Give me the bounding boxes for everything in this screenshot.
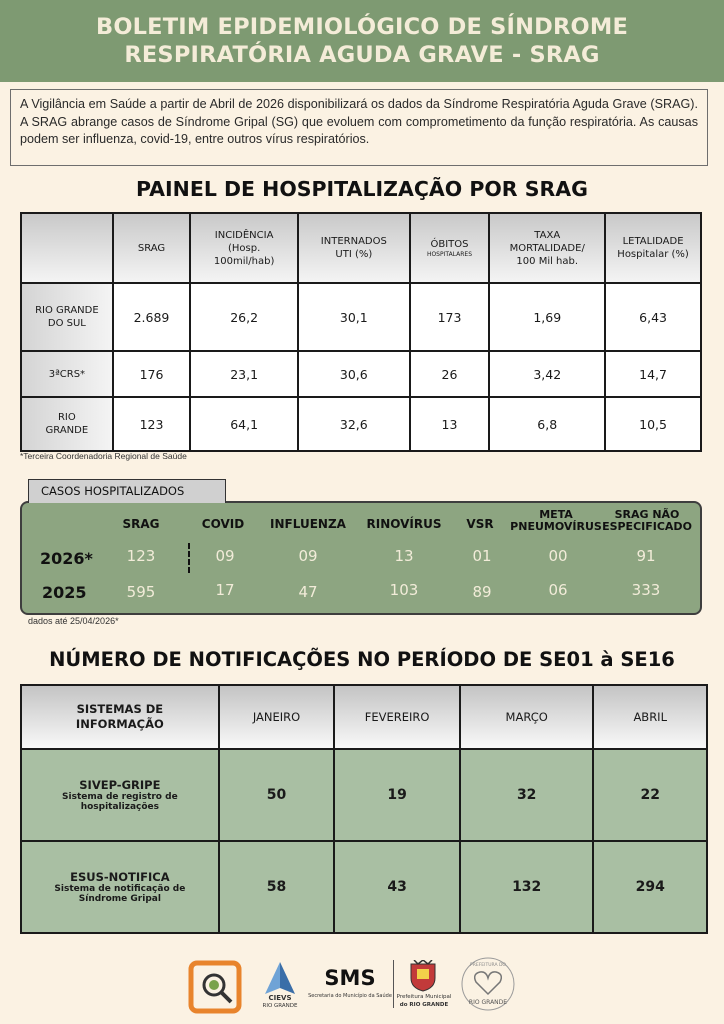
- year-label-2026: 2026*: [40, 549, 93, 568]
- notifications-title: NÚMERO DE NOTIFICAÇÕES NO PERÍODO DE SE01 à SE16: [49, 648, 675, 671]
- svg-text:RIO GRANDE: RIO GRANDE: [468, 999, 508, 1006]
- prefeitura-crest-icon: [408, 960, 438, 992]
- system-name: SIVEP-GRIPE: [79, 778, 161, 792]
- cases-footnote: dados até 25/04/2026*: [28, 616, 119, 626]
- table-row: [21, 283, 701, 351]
- cases-value: 13: [394, 547, 414, 565]
- prefeitura-label: Prefeitura Municipal: [396, 994, 452, 1000]
- cievs-label: CIEVS: [268, 994, 292, 1002]
- year-label-2025: 2025: [42, 583, 87, 602]
- cases-header-vsr: VSR: [466, 517, 494, 531]
- table-cell: 14,7: [605, 351, 701, 397]
- cases-tab-label: CASOS HOSPITALIZADOS: [28, 479, 226, 503]
- cases-header-srag-nao-especificado: SRAG NÃO ESPECIFICADO: [602, 508, 692, 533]
- cases-header-covid: COVID: [201, 517, 245, 531]
- cases-value: 01: [472, 547, 492, 565]
- cases-header-srag: SRAG: [122, 517, 160, 531]
- table-row: [21, 351, 701, 397]
- cases-value: 00: [548, 547, 568, 565]
- table-cell: 10,5: [605, 397, 701, 451]
- page-title: [0, 0, 724, 69]
- title-line-1: BOLETIM EPIDEMIOLÓGICO DE SÍNDROME: [95, 14, 629, 40]
- table-cell: 30,6: [298, 351, 410, 397]
- system-cell: [21, 749, 219, 841]
- table-cell: 32: [460, 749, 593, 841]
- table-cell: 58: [219, 841, 335, 933]
- cases-header-metapneumovirus: META PNEUMOVÍRUS: [510, 508, 602, 533]
- sms-sublabel: Secretaria do Município da Saúde: [308, 993, 392, 999]
- col-header-srag: SRAG: [113, 213, 190, 283]
- footer-logos: [0, 952, 724, 1020]
- row-label: RIO GRANDE: [21, 397, 113, 451]
- cases-value: 09: [298, 547, 318, 565]
- row-label: 3ªCRS*: [21, 351, 113, 397]
- cievs-logo-icon: [260, 960, 300, 998]
- vigilancia-logo-icon: [188, 960, 242, 1014]
- table-cell: 19: [334, 749, 460, 841]
- table-cell: 6,43: [605, 283, 701, 351]
- cases-value: 89: [472, 583, 492, 601]
- table-cell: 176: [113, 351, 190, 397]
- table-cell: 294: [593, 841, 707, 933]
- table-cell: 2.689: [113, 283, 190, 351]
- svg-text:PREFEITURA DO: PREFEITURA DO: [470, 963, 506, 968]
- hospitalization-panel-table: [20, 212, 702, 452]
- col-header-janeiro: JANEIRO: [219, 685, 335, 749]
- table-cell: 173: [410, 283, 490, 351]
- notifications-table: [20, 684, 708, 934]
- table-cell: 43: [334, 841, 460, 933]
- col-header-obitos: ÓBITOS HOSPITALARES: [410, 213, 490, 283]
- row-label: RIO GRANDE DO SUL: [21, 283, 113, 351]
- table-cell: 6,8: [489, 397, 605, 451]
- cievs-sublabel: RIO GRANDE: [262, 1003, 298, 1009]
- logo-divider: [393, 960, 394, 1008]
- cases-value: 333: [631, 581, 661, 599]
- table-cell: 64,1: [190, 397, 298, 451]
- sms-logo-text: SMS: [324, 966, 376, 990]
- table-cell: 132: [460, 841, 593, 933]
- col-header-fevereiro: FEVEREIRO: [334, 685, 460, 749]
- system-name: ESUS-NOTIFICA: [70, 870, 170, 884]
- cases-header-influenza: INFLUENZA: [270, 517, 346, 531]
- table-cell: 1,69: [489, 283, 605, 351]
- col-header-incidencia: INCIDÊNCIA (Hosp. 100mil/hab): [190, 213, 298, 283]
- prefeitura-sublabel: do RIO GRANDE: [399, 1002, 449, 1008]
- cases-value: 595: [126, 583, 156, 601]
- dashed-separator: [188, 543, 190, 573]
- cases-value: 91: [636, 547, 656, 565]
- table-row: [21, 749, 707, 841]
- table-cell: 23,1: [190, 351, 298, 397]
- system-description: Sistema de notificação de Síndrome Gripal: [54, 884, 186, 904]
- hospitalized-cases-panel: [20, 501, 702, 615]
- col-header-letalidade: LETALIDADE Hospitalar (%): [605, 213, 701, 283]
- table-cell: 26: [410, 351, 490, 397]
- prefeitura-rio-grande-seal-icon: [460, 956, 516, 1012]
- table-cell: 30,1: [298, 283, 410, 351]
- cases-value: 09: [215, 547, 235, 565]
- col-header-sistemas: SISTEMAS DE INFORMAÇÃO: [21, 685, 219, 749]
- system-cell: [21, 841, 219, 933]
- table-row: [21, 397, 701, 451]
- cases-value: 17: [215, 581, 235, 599]
- table-cell: 123: [113, 397, 190, 451]
- header-banner: [0, 0, 724, 82]
- table-row: [21, 841, 707, 933]
- cases-value: 47: [298, 583, 318, 601]
- col-header-abril: ABRIL: [593, 685, 707, 749]
- table-cell: 3,42: [489, 351, 605, 397]
- table-cell: 32,6: [298, 397, 410, 451]
- cases-value: 103: [389, 581, 419, 599]
- corner-cell: [21, 213, 113, 283]
- panel-title: PAINEL DE HOSPITALIZAÇÃO POR SRAG: [136, 177, 588, 201]
- cases-value: 123: [126, 547, 156, 565]
- col-header-uti: INTERNADOS UTI (%): [298, 213, 410, 283]
- cases-value: 06: [548, 581, 568, 599]
- table-cell: 13: [410, 397, 490, 451]
- table-cell: 50: [219, 749, 335, 841]
- intro-text: A Vigilância em Saúde a partir de Abril de 2026 disponibilizará os dados da Síndrome Respiratória Aguda Grave (SRAG). A SRAG abrange casos de Síndrome Gripal (SG) que evoluem com comprometimento da função respiratória. As causas podem ser influenza, covid-19, entre outros vírus respiratórios.: [10, 89, 708, 166]
- title-line-2: RESPIRATÓRIA AGUDA GRAVE - SRAG: [124, 42, 600, 68]
- col-header-marco: MARÇO: [460, 685, 593, 749]
- system-description: Sistema de registro de hospitalizações: [62, 792, 178, 812]
- cases-header-rinovirus: RINOVÍRUS: [366, 517, 442, 531]
- table-cell: 26,2: [190, 283, 298, 351]
- table-cell: 22: [593, 749, 707, 841]
- col-header-mortalidade: TAXA MORTALIDADE/ 100 Mil hab.: [489, 213, 605, 283]
- panel-footnote: *Terceira Coordenadoria Regional de Saúde: [20, 451, 187, 461]
